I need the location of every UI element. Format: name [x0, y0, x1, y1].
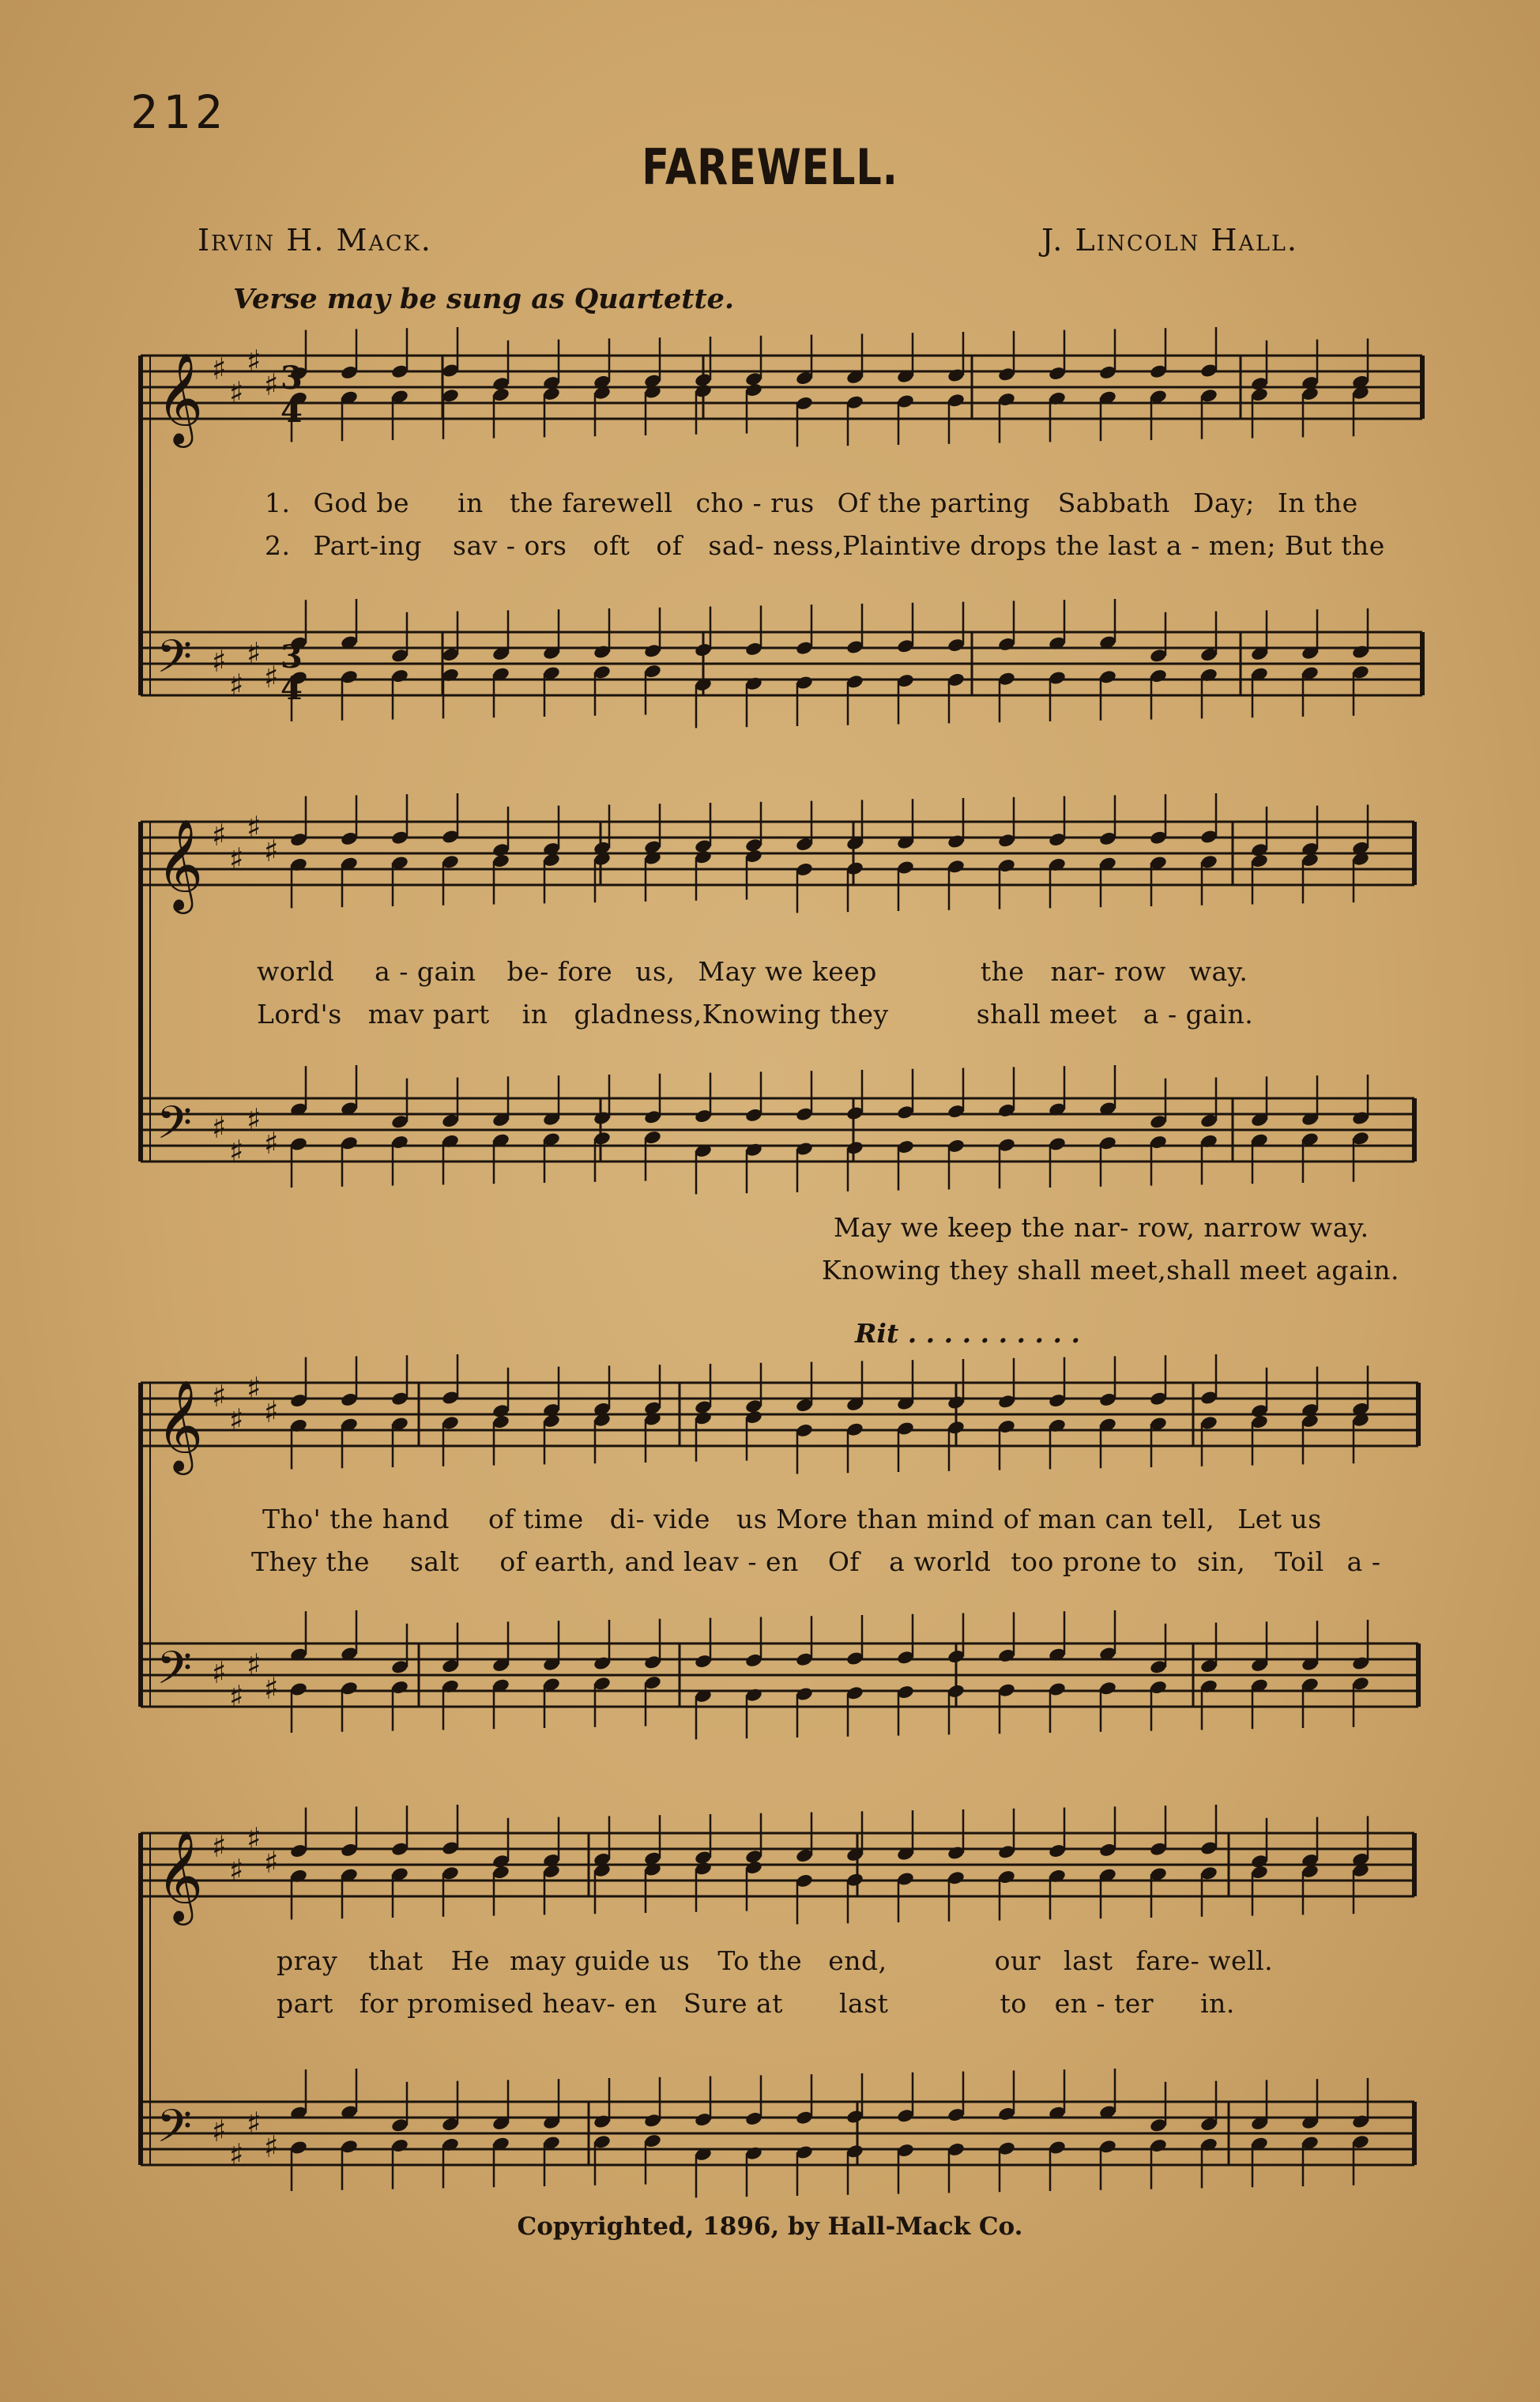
lyric: Let us	[1237, 1504, 1322, 1534]
lyric: Sure at	[683, 1988, 783, 2019]
lyric: en - ter	[1054, 1988, 1154, 2019]
sharp-icon: ♯	[264, 834, 279, 868]
system2-bass-lyric1: May we keep the nar- row, narrow way.	[834, 1212, 1369, 1243]
system2-bass-lyric2: Knowing they shall meet,shall meet again.	[822, 1255, 1400, 1286]
lyric: gladness,Knowing they	[574, 999, 889, 1030]
sharp-icon: ♯	[212, 352, 227, 386]
lyric: in.	[1200, 1988, 1235, 2019]
lyric: pray	[277, 1945, 338, 1976]
lyric: of earth, and leav - en	[499, 1546, 799, 1577]
lyric: of time	[488, 1504, 584, 1534]
lyricist-credit: Irvin H. Mack.	[198, 223, 432, 258]
lyric: fare- well.	[1135, 1945, 1274, 1976]
lyric: a world	[889, 1546, 992, 1577]
treble-clef-icon: 𝄞	[156, 352, 204, 444]
sharp-icon: ♯	[229, 668, 244, 702]
lyric: cho - rus	[695, 488, 815, 518]
sharp-icon: ♯	[229, 1134, 244, 1169]
lyric: mav part	[367, 999, 490, 1030]
sharp-icon: ♯	[264, 1126, 279, 1161]
lyric: He	[450, 1945, 490, 1976]
lyric: way.	[1188, 956, 1248, 987]
system1-verse2	[265, 530, 1385, 561]
system1-verse1	[265, 488, 1358, 518]
sharp-icon: ♯	[247, 2106, 262, 2140]
sharp-icon: ♯	[212, 644, 227, 679]
system3-verse1	[262, 1504, 1322, 1534]
sharp-icon: ♯	[212, 1829, 227, 1864]
hymn-title: FAREWELL.	[642, 138, 898, 196]
lyric: May we keep	[698, 956, 877, 987]
lyric: Toil	[1275, 1546, 1324, 1577]
lyric: us,	[635, 956, 676, 987]
sharp-icon: ♯	[229, 1853, 244, 1888]
sharp-icon: ♯	[229, 375, 244, 410]
lyric: sin,	[1197, 1546, 1246, 1577]
lyric: Of	[827, 1546, 860, 1577]
treble-clef-icon: 𝄞	[156, 818, 204, 910]
sharp-icon: ♯	[229, 1679, 244, 1714]
sharp-icon: ♯	[247, 1371, 262, 1406]
time-signature-top-bass: 3	[281, 638, 303, 676]
lyric: Day;	[1192, 488, 1255, 518]
sharp-icon: ♯	[247, 1821, 262, 1856]
lyric: In the	[1277, 488, 1358, 518]
lyric: to	[1000, 1988, 1027, 2019]
lyric: too prone to	[1011, 1546, 1177, 1577]
system4-verse1	[277, 1945, 1273, 1976]
time-signature-bottom-bass: 4	[281, 670, 303, 707]
bass-clef-icon: 𝄢	[156, 2099, 193, 2164]
lyric: our	[994, 1945, 1041, 1976]
sharp-icon: ♯	[264, 2129, 279, 2164]
sharp-icon: ♯	[264, 367, 279, 402]
lyric: for promised heav- en	[359, 1988, 657, 2019]
lyric: salt	[409, 1546, 460, 1577]
lyric: sad- ness,Plaintive drops the last a -	[708, 530, 1200, 561]
lyric: end,	[828, 1945, 887, 1976]
lyric: They the	[251, 1546, 370, 1577]
lyric: that	[368, 1945, 424, 1976]
lyric: us More than mind of man can tell,	[736, 1504, 1215, 1534]
lyric: Sabbath	[1057, 488, 1170, 518]
lyric: part	[277, 1988, 333, 2019]
bass-clef-icon: 𝄢	[156, 1096, 193, 1161]
time-signature-bottom: 4	[281, 393, 303, 430]
bass-clef-icon: 𝄢	[156, 630, 193, 695]
sharp-icon: ♯	[212, 2114, 227, 2148]
sharp-icon: ♯	[247, 810, 262, 845]
lyric: be- fore	[506, 956, 613, 987]
lyric: Lord's	[257, 999, 342, 1030]
lyric: To the	[717, 1945, 803, 1976]
tempo-mark: Rit . . . . . . . . . .	[855, 1318, 1080, 1349]
lyric: oft	[593, 530, 631, 561]
lyric: of	[656, 530, 683, 561]
lyric: the	[980, 956, 1025, 987]
treble-clef-icon: 𝄞	[156, 1379, 204, 1471]
lyric: men; But the	[1208, 530, 1385, 561]
lyric: 2.	[265, 530, 291, 561]
sharp-icon: ♯	[247, 636, 262, 671]
performance-note: Verse may be sung as Quartette.	[233, 283, 735, 315]
system2-verse1	[257, 956, 1248, 987]
lyric: a - gain	[375, 956, 476, 987]
sharp-icon: ♯	[247, 1102, 262, 1137]
lyric: a -	[1346, 1546, 1381, 1577]
lyric: may guide us	[509, 1945, 691, 1976]
time-signature-top: 3	[281, 360, 303, 397]
sharp-icon: ♯	[212, 1110, 227, 1145]
sharp-icon: ♯	[212, 1379, 227, 1414]
lyric: last	[839, 1988, 889, 2019]
lyric: in	[521, 999, 548, 1030]
lyric: Tho' the hand	[262, 1504, 450, 1534]
sharp-icon: ♯	[264, 1845, 279, 1880]
lyric: shall meet	[976, 999, 1117, 1030]
sharp-icon: ♯	[229, 2137, 244, 2172]
lyric: Part-ing	[313, 530, 423, 561]
sharp-icon: ♯	[212, 818, 227, 853]
lyric: nar- row	[1050, 956, 1166, 987]
page-number: 212	[130, 85, 228, 139]
system2-verse2	[257, 999, 1253, 1030]
sharp-icon: ♯	[247, 1647, 262, 1682]
lyric: last	[1064, 1945, 1113, 1976]
system3-verse2	[251, 1546, 1381, 1577]
lyric: di- vide	[609, 1504, 710, 1534]
lyric: sav - ors	[453, 530, 567, 561]
lyric: in	[457, 488, 484, 518]
copyright-notice: Copyrighted, 1896, by Hall-Mack Co.	[517, 2212, 1023, 2241]
composer-credit: J. Lincoln Hall.	[1041, 223, 1298, 258]
sharp-icon: ♯	[247, 344, 262, 378]
sharp-icon: ♯	[264, 1395, 279, 1429]
lyric: a - gain.	[1143, 999, 1254, 1030]
sharp-icon: ♯	[264, 1671, 279, 1706]
lyric: 1.	[265, 488, 291, 518]
lyric: Of the parting	[837, 488, 1030, 518]
lyric: world	[257, 956, 335, 987]
bass-clef-icon: 𝄢	[156, 1641, 193, 1706]
lyric: the farewell	[509, 488, 673, 518]
sharp-icon: ♯	[229, 1402, 244, 1437]
treble-clef-icon: 𝄞	[156, 1829, 204, 1922]
lyric: God be	[313, 488, 409, 518]
system4-verse2	[277, 1988, 1235, 2019]
sharp-icon: ♯	[229, 841, 244, 876]
sharp-icon: ♯	[212, 1655, 227, 1690]
sharp-icon: ♯	[264, 660, 279, 695]
